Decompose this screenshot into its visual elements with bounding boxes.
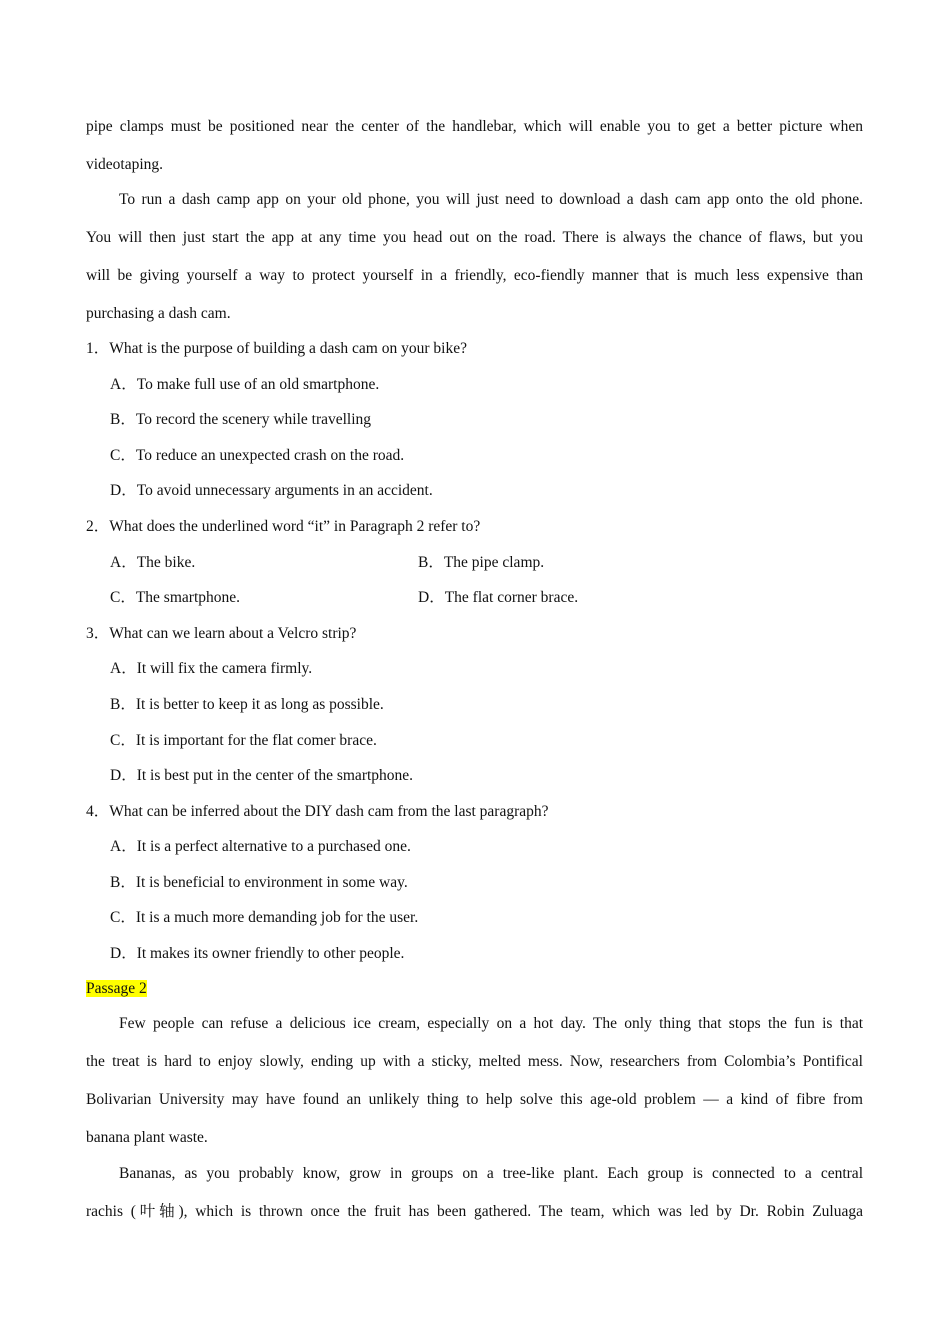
text-line: Bananas, as you probably know, grow in groups on a tree-like plant. Each group is connected to a central [119, 1165, 863, 1182]
text-line: Bolivarian University may have found an unlikely thing to help solve this age-old problem — a kind of fibre from [86, 1091, 863, 1108]
question-4-option-a: A．It is a perfect alternative to a purchased one. [110, 838, 411, 855]
question-2-stem: 2．What does the underlined word “it” in Paragraph 2 refer to? [86, 518, 481, 535]
passage-2-heading-text: Passage 2 [86, 980, 147, 997]
paragraph-ice-cream [86, 1005, 863, 1157]
text-line: pipe clamps must be positioned near the center of the handlebar, which will enable you to get a better picture when [86, 118, 863, 135]
text-line: rachis (叶轴), which is thrown once the fruit has been gathered. The team, which was led by Dr. Robin Zuluaga [86, 1203, 863, 1220]
text-line: will be giving yourself a way to protect yourself in a friendly, eco-fiendly manner that is much less expensive than [86, 267, 863, 284]
question-1-option-c: C．To reduce an unexpected crash on the road. [110, 447, 405, 464]
question-1-option-d: D．To avoid unnecessary arguments in an accident. [110, 482, 433, 499]
paragraph-bananas [86, 1155, 863, 1231]
text-line: You will then just start the app at any time you head out on the road. There is always the chance of flaws, but you [86, 229, 863, 246]
paragraph-dash-cam-app [86, 181, 863, 333]
question-4-option-d: D．It makes its owner friendly to other people. [110, 945, 405, 962]
text-line: banana plant waste. [86, 1129, 208, 1146]
text-line: purchasing a dash cam. [86, 305, 231, 322]
question-4-stem: 4．What can be inferred about the DIY dash cam from the last paragraph? [86, 803, 549, 820]
question-1-stem: 1．What is the purpose of building a dash cam on your bike? [86, 340, 467, 357]
passage-2-heading [86, 979, 147, 999]
question-3-option-a: A．It will fix the camera firmly. [110, 660, 313, 677]
question-3-option-b: B．It is better to keep it as long as possible. [110, 696, 384, 713]
text-line: To run a dash camp app on your old phone, you will just need to download a dash cam app onto the old phone. [119, 191, 863, 208]
text-line: Few people can refuse a delicious ice cream, especially on a hot day. The only thing that stops the fun is that [119, 1015, 863, 1032]
question-4-option-c: C．It is a much more demanding job for the user. [110, 909, 419, 926]
question-2-option-d: D．The flat corner brace. [418, 589, 579, 606]
question-4-option-b: B．It is beneficial to environment in some way. [110, 874, 408, 891]
question-3-option-d: D．It is best put in the center of the smartphone. [110, 767, 414, 784]
question-2-option-a: A．The bike. [110, 554, 196, 571]
question-1-option-a: A．To make full use of an old smartphone. [110, 376, 380, 393]
question-2-option-b: B．The pipe clamp. [418, 554, 545, 571]
question-2-option-c: C．The smartphone. [110, 589, 241, 606]
paragraph-pipe-clamps [86, 108, 863, 184]
question-1-option-b: B．To record the scenery while travelling [110, 411, 372, 428]
question-3-stem: 3．What can we learn about a Velcro strip? [86, 625, 357, 642]
text-line: the treat is hard to enjoy slowly, ending up with a sticky, melted mess. Now, researchers from Colombia’s Pontifical [86, 1053, 863, 1070]
question-3-option-c: C．It is important for the flat comer brace. [110, 732, 377, 749]
text-line: videotaping. [86, 156, 164, 173]
